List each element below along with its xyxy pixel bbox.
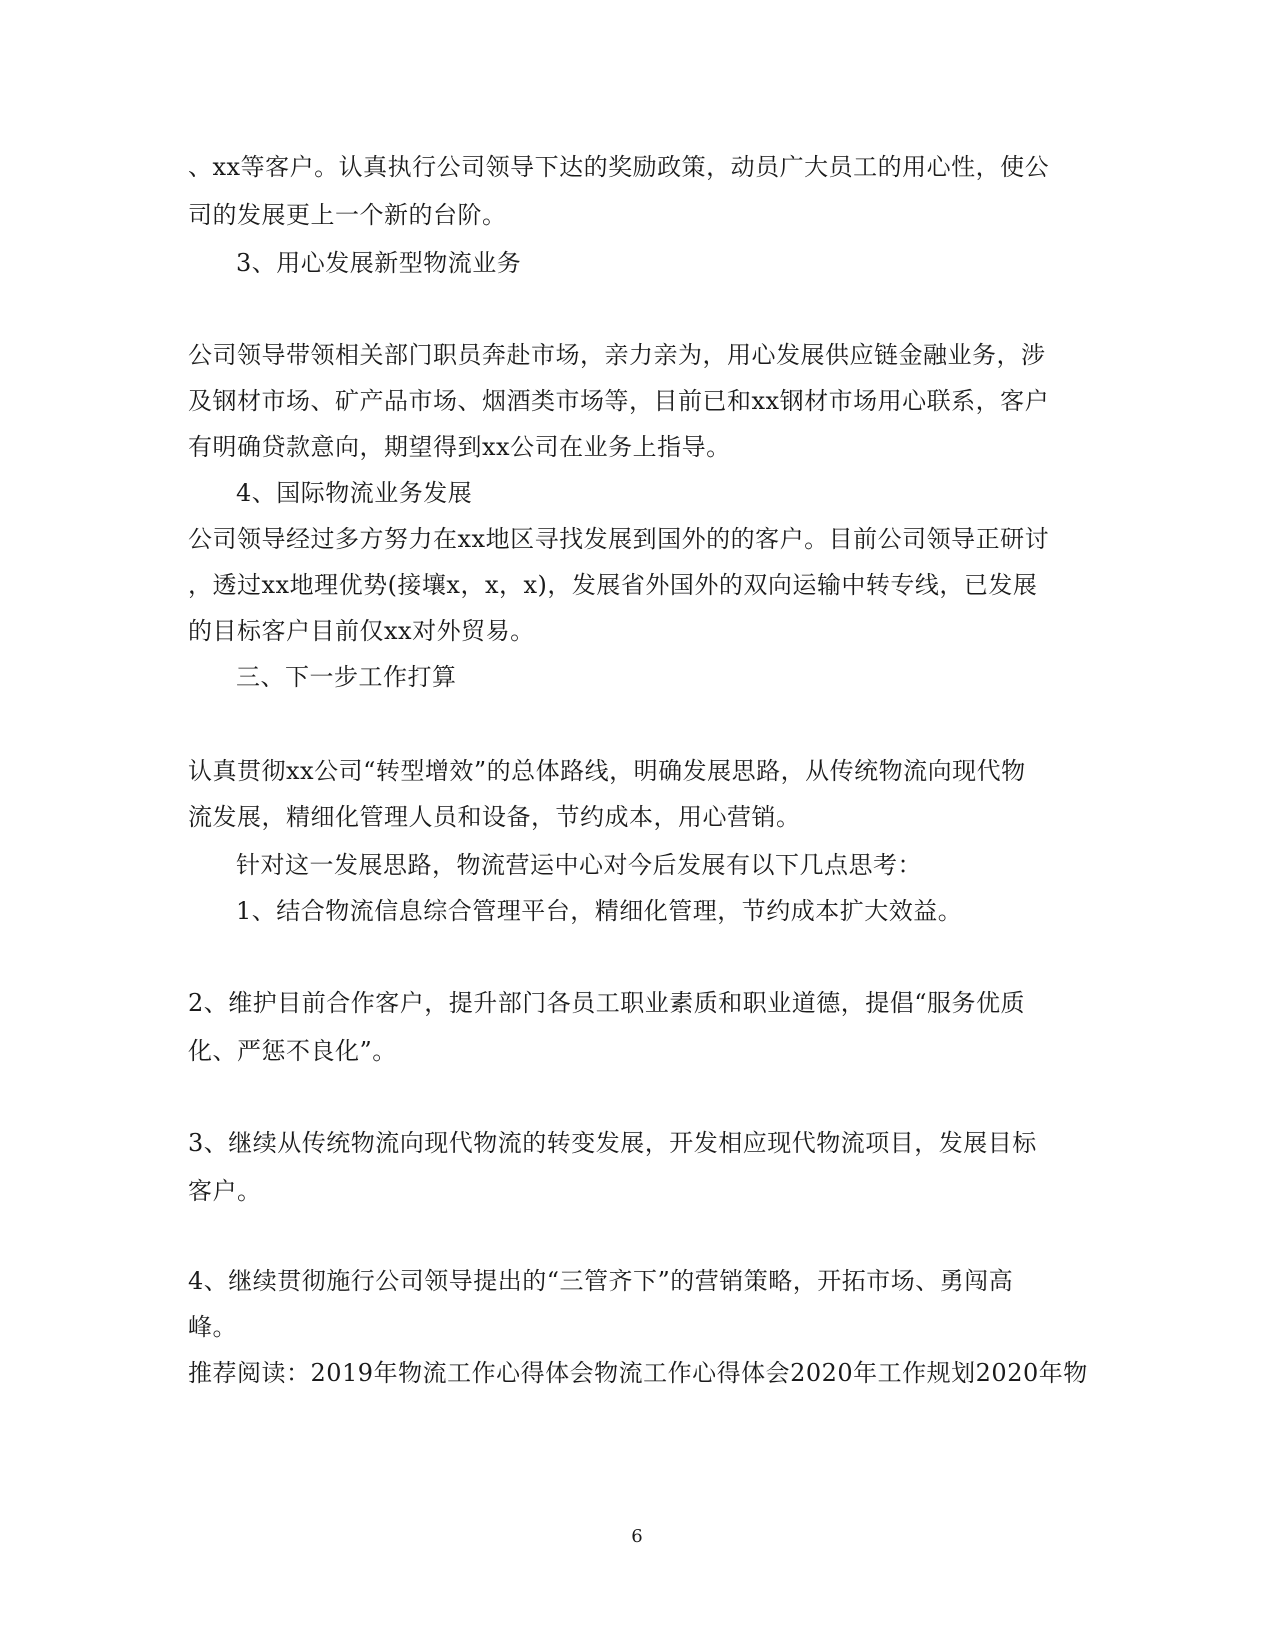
text-line: 、xx等客户。认真执行公司领导下达的奖励政策，动员广大员工的用心性，使公	[188, 153, 1050, 181]
text-line: 的目标客户目前仅xx对外贸易。	[188, 617, 535, 645]
section-heading: 4、国际物流业务发展	[236, 479, 473, 507]
text-line: ，透过xx地理优势(接壤x，x，x)，发展省外国外的双向运输中转专线，已发展	[188, 571, 1038, 599]
section-heading: 3、用心发展新型物流业务	[236, 249, 522, 277]
text-line: 公司领导带领相关部门职员奔赴市场，亲力亲为，用心发展供应链金融业务，涉	[188, 341, 1046, 369]
text-line: 及钢材市场、矿产品市场、烟酒类市场等，目前已和xx钢材市场用心联系，客户	[188, 387, 1050, 415]
list-item: 1、结合物流信息综合管理平台，精细化管理，节约成本扩大效益。	[236, 897, 963, 925]
text-line: 有明确贷款意向，期望得到xx公司在业务上指导。	[188, 433, 731, 461]
list-item: 2、维护目前合作客户，提升部门各员工职业素质和职业道德，提倡“服务优质	[188, 989, 1026, 1017]
text-line: 峰。	[188, 1313, 237, 1341]
text-line: 公司领导经过多方努力在xx地区寻找发展到国外的的客户。目前公司领导正研讨	[188, 525, 1050, 553]
page-number: 6	[631, 1526, 643, 1547]
recommended-reading: 推荐阅读：2019年物流工作心得体会物流工作心得体会2020年工作规划2020年物	[188, 1359, 1088, 1387]
text-line: 司的发展更上一个新的台阶。	[188, 201, 507, 229]
text-line: 化、严惩不良化”。	[188, 1037, 397, 1065]
text-line: 认真贯彻xx公司“转型增效”的总体路线，明确发展思路，从传统物流向现代物	[188, 757, 1026, 785]
list-item: 3、继续从传统物流向现代物流的转变发展，开发相应现代物流项目，发展目标	[188, 1129, 1037, 1157]
list-item: 4、继续贯彻施行公司领导提出的“三管齐下”的营销策略，开拓市场、勇闯高	[188, 1267, 1014, 1295]
text-line: 客户。	[188, 1177, 262, 1205]
section-heading: 三、下一步工作打算	[236, 663, 457, 691]
text-line: 流发展，精细化管理人员和设备，节约成本，用心营销。	[188, 803, 801, 831]
text-line: 针对这一发展思路，物流营运中心对今后发展有以下几点思考：	[236, 851, 922, 879]
